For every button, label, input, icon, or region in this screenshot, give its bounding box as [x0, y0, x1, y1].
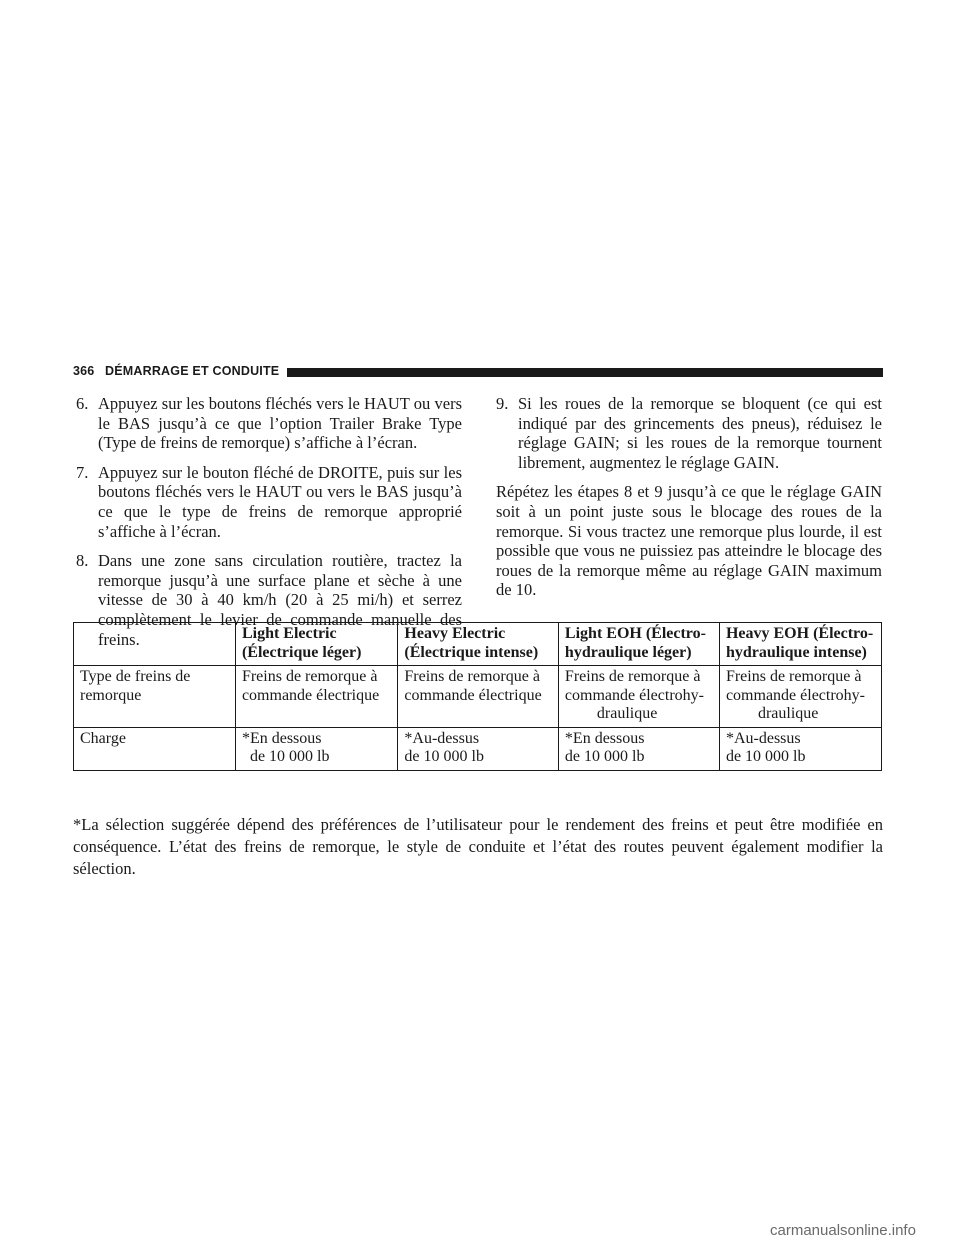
header-line: hydraulique intense) — [725, 643, 867, 661]
left-column — [76, 394, 462, 659]
cell-line: *Au-dessus — [404, 729, 480, 747]
step-text: Appuyez sur le bouton fléché de DROITE, puis sur les boutons fléchés vers le HAUT ou vers le BAS jusqu’à ce que le type de freins de remorque approprié s’affiche à l’écran. — [98, 462, 462, 541]
watermark: carmanualsonline.info — [770, 1222, 916, 1239]
table-header-cell — [719, 623, 881, 666]
header-line: hydraulique léger) — [564, 643, 692, 661]
header-line: Heavy Electric — [404, 625, 506, 642]
step-text: Si les roues de la remorque se bloquent (ce qui est indiqué par des grincements des pneus), réduisez le réglage GAIN; si les roues de la remorque tournent librement, augmentez le réglage GAIN. — [518, 394, 882, 472]
table-cell — [558, 727, 719, 770]
table-row — [74, 727, 882, 770]
page-number: 366 — [73, 364, 95, 378]
row-label — [74, 727, 236, 770]
step-number: 8. — [76, 551, 89, 571]
table-header-cell — [235, 623, 397, 666]
step-7 — [76, 463, 462, 541]
trailer-brake-table — [73, 622, 882, 771]
step-6 — [76, 394, 462, 453]
label-line: remorque — [80, 686, 142, 704]
repeat-paragraph: Répétez les étapes 8 et 9 jusqu’à ce que le réglage GAIN soit à un point juste sous le blocage des roues de la remorque. Si vous tractez une remorque plus lourde, il est possible que vous ne puissiez pas atteindre le blocage des roues de la remorque même au réglage GAIN maximum de 10. — [496, 482, 882, 600]
row-label — [74, 666, 236, 728]
table-header-row — [74, 623, 882, 666]
cell-line: de 10 000 lb — [725, 748, 806, 765]
table-cell — [719, 727, 881, 770]
table-cell — [719, 666, 881, 728]
cell-line: commande électrohy- — [564, 686, 704, 704]
cell-line: Freins de remorque à — [564, 668, 701, 685]
header-line: Light Electric — [241, 625, 337, 642]
cell-line: *Au-dessus — [725, 729, 801, 747]
cell-line: commande électrohy- — [725, 686, 865, 704]
label-line: Charge — [80, 729, 126, 747]
table-header-blank — [74, 623, 236, 666]
page-header — [73, 362, 883, 384]
step-9 — [496, 394, 882, 472]
cell-line: *En dessous — [241, 729, 322, 747]
header-line: (Électrique léger) — [241, 643, 362, 661]
table-header-cell — [398, 623, 559, 666]
table-cell — [235, 666, 397, 728]
cell-line: commande électrique — [241, 686, 380, 704]
cell-line: Freins de remorque à — [241, 668, 378, 685]
step-text: Dans une zone sans circulation routière, tractez la remorque jusqu’à une surface plane et sèche à une vitesse de 30 à 40 km/h (20 à 25 mi/h) et serrez complètement le levier de commande manuelle des freins. — [98, 551, 462, 649]
step-number: 9. — [496, 394, 509, 413]
step-number: 7. — [76, 462, 89, 482]
label-line: Type de freins de — [80, 668, 191, 685]
footnote: *La sélection suggérée dépend des préférences de l’utilisateur pour le rendement des freins et peut être modifiée en conséquence. L’état des freins de remorque, le style de conduite et l’état des routes peuvent également modifier la sélection. — [73, 814, 883, 878]
cell-line: Freins de remorque à — [404, 668, 540, 685]
header-line: Light EOH (Électro- — [564, 625, 706, 642]
step-number: 6. — [76, 394, 89, 413]
cell-line: Freins de remorque à — [725, 668, 862, 685]
table-row — [74, 666, 882, 728]
table-cell — [398, 666, 559, 728]
cell-line: de 10 000 lb — [404, 748, 484, 765]
header-rule — [287, 368, 883, 377]
cell-line: draulique — [757, 705, 819, 722]
table-header-cell — [558, 623, 719, 666]
table-cell — [398, 727, 559, 770]
cell-line: draulique — [596, 705, 658, 722]
table-cell — [558, 666, 719, 728]
table-cell — [235, 727, 397, 770]
right-column — [496, 394, 882, 600]
cell-line: de 10 000 lb — [249, 748, 330, 765]
header-line: Heavy EOH (Électro- — [725, 625, 874, 642]
section-title: DÉMARRAGE ET CONDUITE — [105, 364, 280, 378]
header-line: (Électrique intense) — [404, 643, 539, 661]
cell-line: commande électrique — [404, 686, 542, 704]
step-text: Appuyez sur les boutons fléchés vers le HAUT ou vers le BAS jusqu’à ce que l’option Trailer Brake Type (Type de freins de remorque) s’affiche à l’écran. — [98, 394, 462, 453]
cell-line: de 10 000 lb — [564, 748, 645, 765]
cell-line: *En dessous — [564, 729, 645, 747]
